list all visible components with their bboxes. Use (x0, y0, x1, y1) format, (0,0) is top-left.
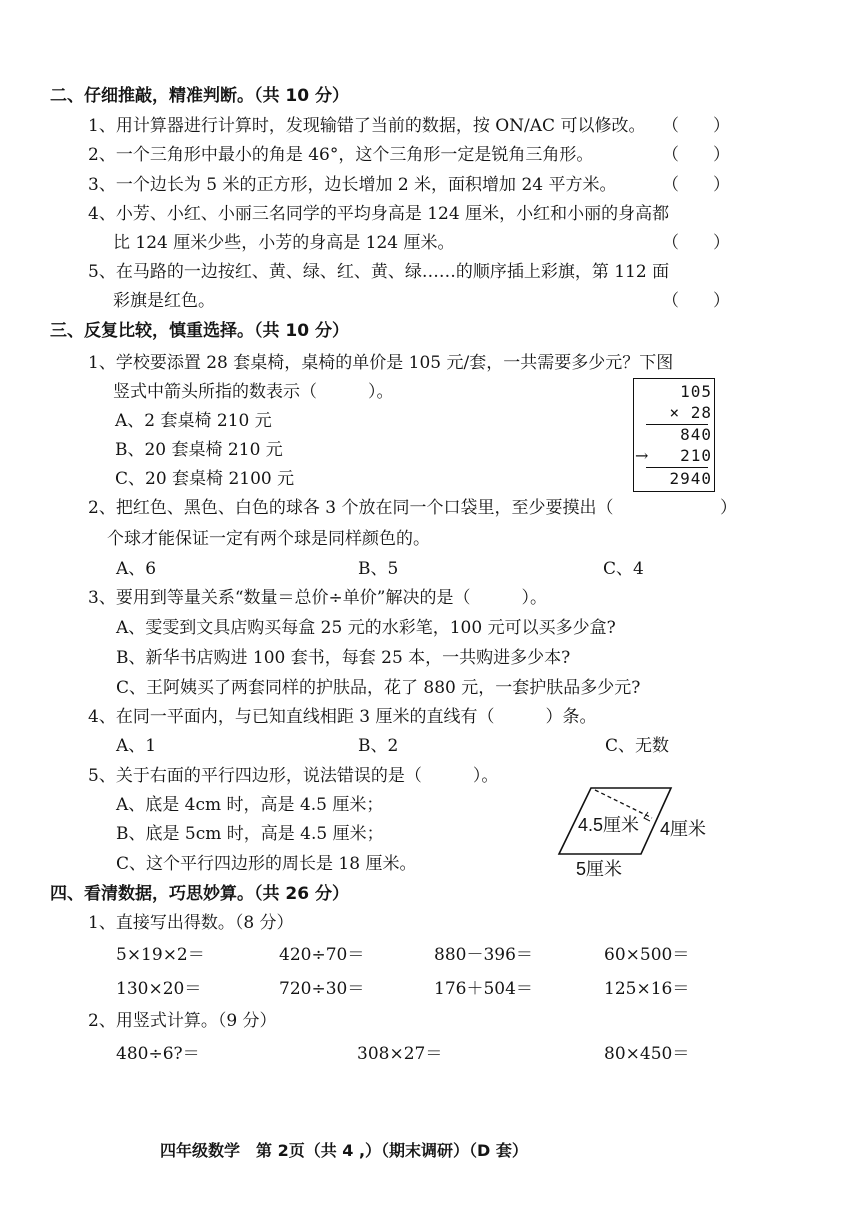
choice-q3-option-b[interactable]: B、新华书店购进 100 套书，每套 25 本，一共购进多少本? (116, 648, 571, 668)
choice-q5-option-a[interactable]: A、底是 4cm 时，高是 4.5 厘米； (116, 795, 384, 815)
vertical-calc-1[interactable]: 480÷6?＝ (116, 1044, 200, 1064)
choice-q3-option-a[interactable]: A、雯雯到文具店购买每盒 25 元的水彩笔，100 元可以买多少盒? (116, 618, 616, 638)
choice-q1-line2: 竖式中箭头所指的数表示（ ）。 (113, 382, 394, 402)
vc-partial-1: 840 (680, 425, 712, 444)
choice-q4-line: 4、在同一平面内，与已知直线相距 3 厘米的直线有（ ）条。 (88, 707, 597, 727)
mental-calc-6[interactable]: 720÷30＝ (279, 979, 365, 999)
base-label: 5厘米 (576, 859, 623, 879)
vc-partial-2: 210 (680, 446, 712, 465)
choice-q1-option-c[interactable]: C、20 套桌椅 2100 元 (115, 469, 295, 489)
height-dashed-line (595, 790, 652, 818)
choice-q1-option-a[interactable]: A、2 套桌椅 210 元 (115, 411, 272, 431)
vertical-calc-2[interactable]: 308×27＝ (357, 1044, 443, 1064)
mental-calc-2[interactable]: 420÷70＝ (279, 945, 365, 965)
choice-q4-option-b[interactable]: B、2 (358, 736, 399, 756)
section4-title: 四、看清数据，巧思妙算。（共 26 分） (50, 884, 349, 904)
mental-calc-3[interactable]: 880－396＝ (434, 945, 533, 965)
judge-answer-5[interactable]: （ ） (662, 291, 730, 311)
calc-sub2-title: 2、用竖式计算。（9 分） (88, 1011, 277, 1031)
judge-item-4-line2: 比 124 厘米少些，小芳的身高是 124 厘米。 (113, 233, 455, 253)
vc-product: 2940 (669, 469, 712, 488)
judge-answer-2[interactable]: （ ） (662, 145, 730, 165)
choice-q3-option-c[interactable]: C、王阿姨买了两套同样的护肤品，花了 880 元，一套护肤品多少元? (116, 678, 641, 698)
height-label: 4.5厘米 (578, 815, 640, 835)
choice-q3-line: 3、要用到等量关系“数量＝总价÷单价”解决的是（ ）。 (88, 588, 547, 608)
choice-q2-paren-close: ） (720, 498, 737, 518)
mental-calc-8[interactable]: 125×16＝ (604, 979, 690, 999)
page-footer: 四年级数学 第 2页（共 4 ,）（期末调研）（D 套） (160, 1141, 528, 1160)
vc-arrow-icon: → (635, 446, 649, 465)
judge-answer-1[interactable]: （ ） (662, 116, 730, 136)
judge-item-5-line1: 5、在马路的一边按红、黄、绿、红、黄、绿……的顺序插上彩旗，第 112 面 (88, 262, 670, 282)
calc-sub1-title: 1、直接写出得数。（8 分） (88, 913, 294, 933)
right-angle-mark (644, 812, 650, 821)
choice-q2-option-b[interactable]: B、5 (358, 559, 399, 579)
vc-rule-2 (646, 467, 708, 468)
judge-answer-3[interactable]: （ ） (662, 175, 730, 195)
section2-title: 二、仔细推敲，精准判断。（共 10 分） (50, 86, 349, 106)
choice-q5-option-c[interactable]: C、这个平行四边形的周长是 18 厘米。 (116, 854, 417, 874)
mental-calc-1[interactable]: 5×19×2＝ (116, 945, 205, 965)
judge-answer-4[interactable]: （ ） (662, 233, 730, 253)
mental-calc-7[interactable]: 176＋504＝ (434, 979, 533, 999)
judge-item-1: 1、用计算器进行计算时，发现输错了当前的数据，按 ON/AC 可以修改。 (88, 116, 646, 136)
choice-q1-option-b[interactable]: B、20 套桌椅 210 元 (115, 440, 283, 460)
judge-item-2: 2、一个三角形中最小的角是 46°，这个三角形一定是锐角三角形。 (88, 145, 594, 165)
choice-q2-option-a[interactable]: A、6 (116, 559, 157, 579)
choice-q5-line: 5、关于右面的平行四边形，说法错误的是（ ）。 (88, 766, 499, 786)
choice-q2-line2: 个球才能保证一定有两个球是同样颜色的。 (107, 529, 430, 549)
choice-q2-option-c[interactable]: C、4 (603, 559, 644, 579)
judge-item-4-line1: 4、小芳、小红、小丽三名同学的平均身高是 124 厘米，小红和小丽的身高都 (88, 204, 670, 224)
mental-calc-4[interactable]: 60×500＝ (604, 945, 690, 965)
vertical-calc-3[interactable]: 80×450＝ (604, 1044, 690, 1064)
choice-q4-option-a[interactable]: A、1 (116, 736, 157, 756)
choice-q4-option-c[interactable]: C、无数 (605, 736, 670, 756)
vc-multiplier: × 28 (669, 403, 712, 422)
vc-multiplicand: 105 (680, 382, 712, 401)
choice-q2-line1: 2、把红色、黑色、白色的球各 3 个放在同一个口袋里，至少要摸出（ (88, 498, 614, 518)
judge-item-5-line2: 彩旗是红色。 (113, 291, 215, 311)
judge-item-3: 3、一个边长为 5 米的正方形，边长增加 2 米，面积增加 24 平方米。 (88, 175, 617, 195)
mental-calc-5[interactable]: 130×20＝ (116, 979, 202, 999)
vertical-calculation-box (633, 378, 715, 492)
choice-q1-line1: 1、学校要添置 28 套桌椅，桌椅的单价是 105 元/套，一共需要多少元？下图 (88, 353, 674, 373)
section3-title: 三、反复比较，慎重选择。（共 10 分） (50, 321, 349, 341)
choice-q5-option-b[interactable]: B、底是 5cm 时，高是 4.5 厘米； (116, 824, 384, 844)
side-label: 4厘米 (660, 819, 707, 839)
